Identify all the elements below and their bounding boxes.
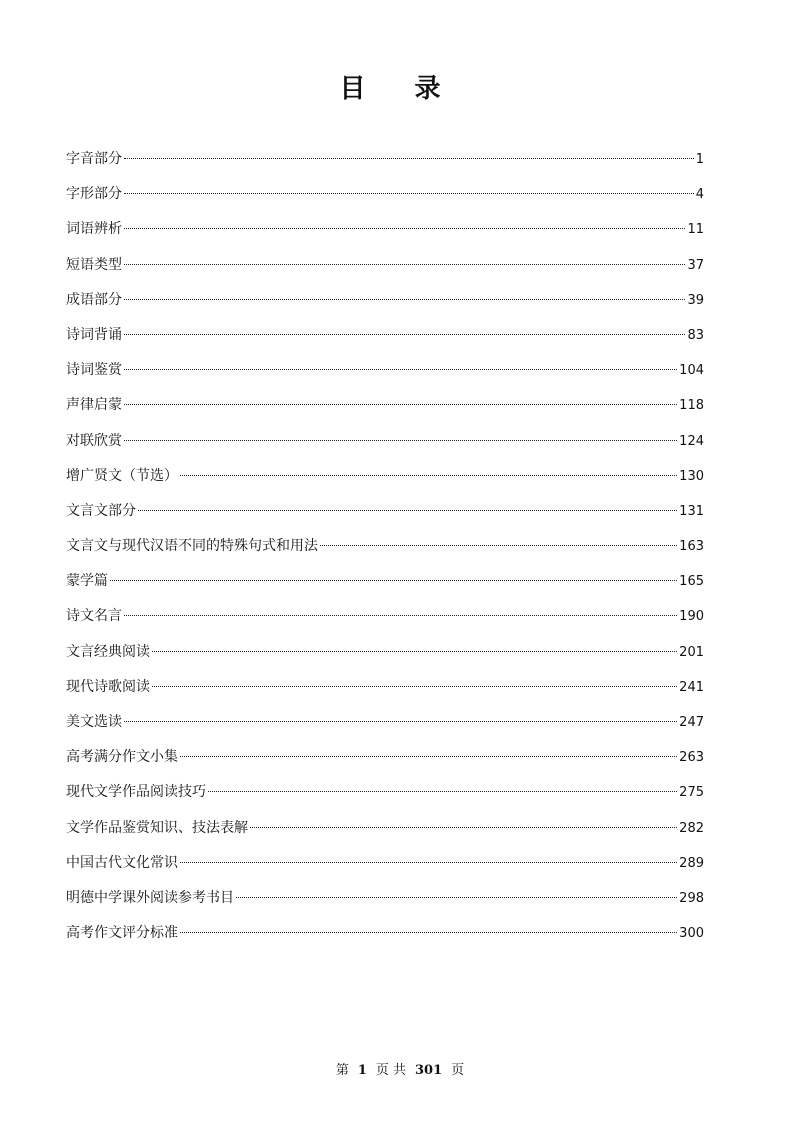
toc-entry[interactable]: [66, 358, 704, 393]
toc-entry[interactable]: [66, 816, 704, 851]
toc-entry[interactable]: [66, 464, 704, 499]
toc-entry-title: 高考满分作文小集: [66, 749, 178, 766]
toc-entry-title: 成语部分: [66, 291, 122, 308]
toc-entry-title: 蒙学篇: [66, 573, 108, 590]
toc-dot-leader: [124, 334, 685, 335]
toc-entry[interactable]: [66, 182, 704, 217]
toc-entry-title: 文言经典阅读: [66, 643, 150, 660]
toc-entry[interactable]: [66, 851, 704, 886]
toc-entry-title: 现代文学作品阅读技巧: [66, 784, 206, 801]
toc-dot-leader: [180, 475, 677, 476]
toc-entry-title: 文言文部分: [66, 502, 136, 519]
toc-entry-page-number: 118: [679, 398, 704, 414]
toc-entry[interactable]: [66, 393, 704, 428]
toc-entry-title: 对联欣赏: [66, 432, 122, 449]
toc-entry-page-number: 163: [679, 539, 704, 555]
toc-entry-page-number: 104: [679, 363, 704, 379]
toc-entry[interactable]: [66, 534, 704, 569]
toc-entry-page-number: 241: [679, 679, 704, 695]
toc-entry-title: 高考作文评分标准: [66, 925, 178, 942]
toc-entry-page-number: 124: [679, 433, 704, 449]
toc-entry-title: 短语类型: [66, 256, 122, 273]
page-footer: [0, 1062, 800, 1080]
toc-entry-page-number: 201: [679, 644, 704, 660]
toc-entry[interactable]: [66, 640, 704, 675]
footer-middle: 页 共: [375, 1063, 407, 1078]
toc-entry-title: 中国古代文化常识: [66, 854, 178, 871]
toc-entry-page-number: 130: [679, 468, 704, 484]
footer-current-page: 1: [357, 1063, 367, 1078]
toc-dot-leader: [180, 756, 677, 757]
toc-dot-leader: [152, 686, 677, 687]
toc-dot-leader: [138, 510, 677, 511]
toc-entry-page-number: 282: [679, 820, 704, 836]
toc-entry[interactable]: [66, 147, 704, 182]
toc-entry-page-number: 131: [679, 503, 704, 519]
toc-entry[interactable]: [66, 675, 704, 710]
toc-dot-leader: [124, 440, 677, 441]
toc-entry-page-number: 300: [679, 926, 704, 942]
toc-entry[interactable]: [66, 780, 704, 815]
toc-entry-page-number: 4: [695, 187, 704, 203]
toc-dot-leader: [180, 932, 677, 933]
toc-dot-leader: [110, 580, 677, 581]
toc-entry-title: 声律启蒙: [66, 397, 122, 414]
toc-entry-page-number: 275: [679, 785, 704, 801]
footer-suffix: 页: [451, 1063, 465, 1078]
toc-entry[interactable]: [66, 288, 704, 323]
toc-dot-leader: [124, 228, 685, 229]
toc-dot-leader: [124, 615, 677, 616]
toc-dot-leader: [180, 862, 677, 863]
toc-dot-leader: [124, 193, 694, 194]
toc-entry[interactable]: [66, 253, 704, 288]
page-title: 目 录: [339, 74, 461, 104]
toc-entry-page-number: 1: [695, 152, 704, 167]
toc-entry[interactable]: [66, 217, 704, 252]
toc-entry-page-number: 190: [679, 609, 704, 625]
toc-dot-leader: [124, 369, 677, 370]
toc-entry[interactable]: [66, 499, 704, 534]
toc-entry[interactable]: [66, 569, 704, 604]
toc-dot-leader: [208, 791, 677, 792]
toc-entry-page-number: 298: [679, 890, 704, 906]
toc-entry-page-number: 39: [687, 292, 704, 308]
toc-entry-page-number: 289: [679, 855, 704, 871]
toc-entry-title: 诗文名言: [66, 608, 122, 625]
toc-entry-page-number: 247: [679, 715, 704, 730]
toc-entry[interactable]: [66, 921, 704, 956]
toc-entry-page-number: 37: [687, 257, 704, 273]
toc-dot-leader: [236, 897, 677, 898]
toc-entry[interactable]: [66, 886, 704, 921]
toc-entry-title: 词语辨析: [66, 221, 122, 238]
toc-entry-title: 字形部分: [66, 186, 122, 203]
footer-prefix: 第: [335, 1063, 349, 1078]
toc-entry[interactable]: [66, 323, 704, 358]
toc-dot-leader: [320, 545, 677, 546]
footer-total-pages: 301: [415, 1063, 443, 1078]
toc-dot-leader: [124, 264, 685, 265]
toc-entry-title: 美文选读: [66, 714, 122, 730]
toc-entry-title: 现代诗歌阅读: [66, 678, 150, 695]
toc-entry-title: 诗词背诵: [66, 326, 122, 343]
toc-entry-page-number: 165: [679, 574, 704, 590]
toc-entry-title: 字音部分: [66, 151, 122, 167]
toc-entry[interactable]: [66, 745, 704, 780]
toc-dot-leader: [152, 651, 677, 652]
toc-entry-title: 文学作品鉴赏知识、技法表解: [66, 819, 248, 836]
toc-entry-title: 文言文与现代汉语不同的特殊句式和用法: [66, 538, 318, 555]
toc-entry-title: 诗词鉴赏: [66, 362, 122, 379]
toc-entry[interactable]: [66, 710, 704, 745]
toc-dot-leader: [250, 827, 677, 828]
toc-entry[interactable]: [66, 429, 704, 464]
toc-entry-page-number: 83: [687, 327, 704, 343]
toc-dot-leader: [124, 404, 677, 405]
toc-entry-page-number: 263: [679, 750, 704, 766]
toc-dot-leader: [124, 721, 677, 722]
toc-entry[interactable]: [66, 604, 704, 639]
toc-dot-leader: [124, 158, 694, 159]
toc-entry-title: 增广贤文（节选）: [66, 467, 178, 484]
toc-dot-leader: [124, 299, 685, 300]
table-of-contents: [66, 147, 704, 956]
toc-entry-title: 明德中学课外阅读参考书目: [66, 889, 234, 906]
toc-entry-page-number: 11: [687, 222, 704, 238]
